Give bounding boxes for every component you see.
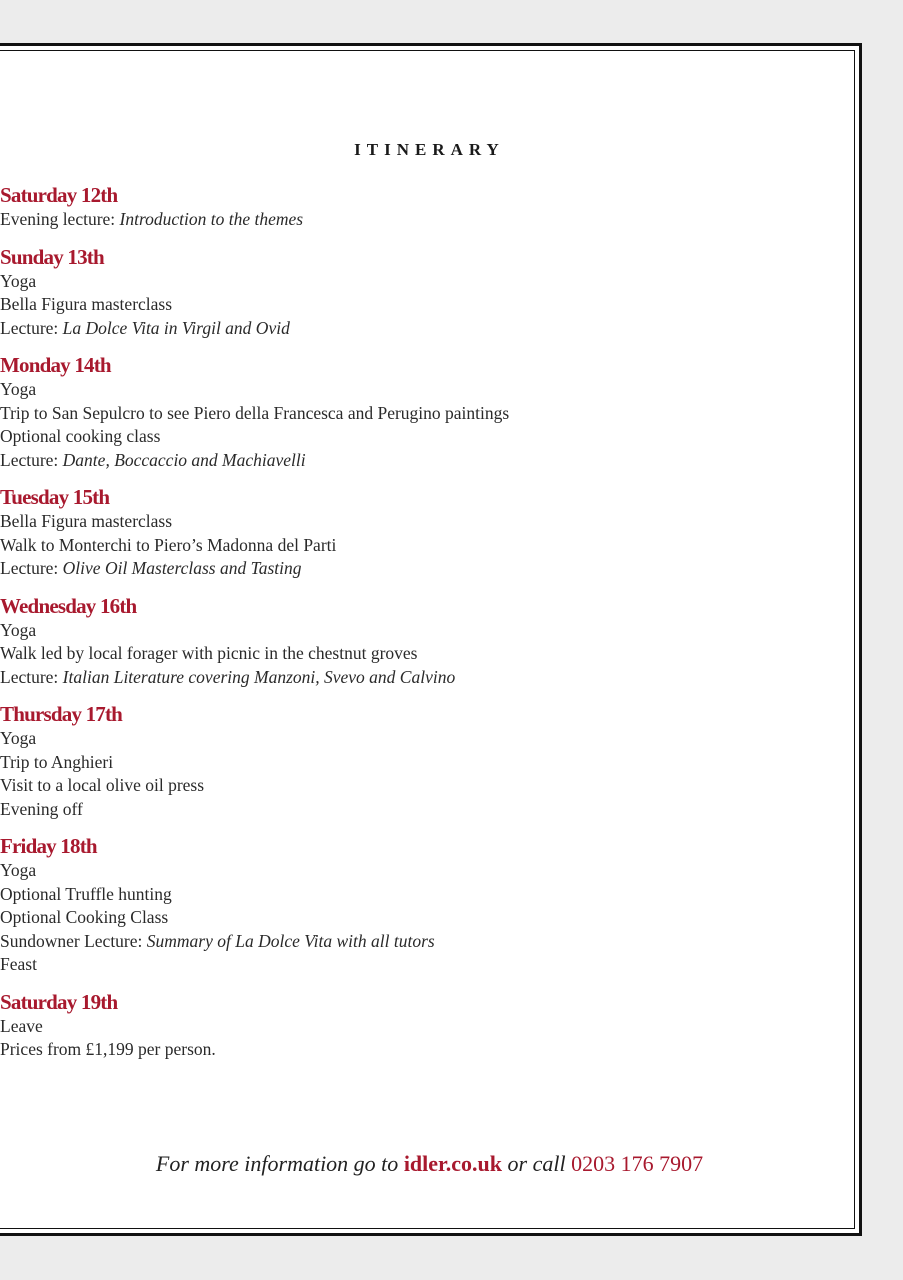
schedule-item [0,883,859,907]
schedule-item [0,798,859,822]
schedule-item [0,270,859,294]
schedule-item-text: Optional cooking class [0,426,161,446]
schedule-item-text: Bella Figura masterclass [0,511,173,531]
schedule-item [0,208,859,232]
schedule-item [0,425,859,449]
schedule-item-text: Yoga [0,860,37,880]
schedule-item [0,727,859,751]
itinerary-page [0,43,862,1236]
schedule-item [0,557,859,581]
day-heading: Friday 18th [0,834,97,858]
footer-text-1: For more information go to [155,1151,404,1176]
day-section [0,989,859,1062]
schedule-item [0,534,859,558]
day-heading: Wednesday 16th [0,593,137,618]
schedule-item [0,1038,859,1062]
day-section [0,833,859,977]
day-heading: Tuesday 15th [0,485,110,509]
schedule-item [0,510,859,534]
schedule-item [0,666,859,690]
schedule-item [0,449,859,473]
schedule-item-title: Italian Literature covering Manzoni, Svevo and Calvino [62,666,456,687]
day-heading: Sunday 13th [0,244,104,269]
schedule-item-text: Lecture: [0,666,63,687]
schedule-item-text: Walk to Monterchi to Piero’s Madonna del Parti [0,534,337,555]
schedule-item [0,293,859,317]
footer-contact [0,1151,859,1177]
day-section [0,244,859,341]
schedule-item-text: Prices from £1,199 per person. [0,1039,216,1059]
schedule-item-text: Bella Figura masterclass [0,294,173,314]
schedule-item-title: Summary of La Dolce Vita with all tutors [146,930,435,951]
schedule-item [0,619,859,643]
schedule-item-text: Walk led by local forager with picnic in the chestnut groves [0,643,418,663]
schedule-item-title: La Dolce Vita in Virgil and Ovid [62,317,290,338]
schedule-item-text: Trip to San Sepulcro to see Piero della Francesca and Perugino paintings [0,402,510,423]
schedule-item-text: Leave [0,1015,43,1036]
schedule-item-title: Olive Oil Masterclass and Tasting [62,558,302,578]
day-section [0,352,859,472]
schedule-item-text: Optional Truffle hunting [0,883,172,904]
schedule-item-text: Trip to Anghieri [0,751,114,772]
day-section [0,593,859,690]
schedule-item-text: Lecture: [0,449,63,470]
schedule-item-text: Lecture: [0,558,63,578]
schedule-item-text: Visit to a local olive oil press [0,775,205,795]
schedule-item [0,930,859,954]
footer-text-2: or call [502,1151,572,1176]
schedule-item [0,906,859,930]
website-link[interactable]: idler.co.uk [403,1151,503,1176]
schedule-item-text: Yoga [0,379,37,399]
schedule-item-title: Dante, Boccaccio and Machiavelli [62,449,306,470]
phone-number[interactable]: 0203 176 7907 [571,1151,704,1176]
day-heading: Saturday 12th [0,183,118,207]
schedule-item-text: Evening lecture: [0,209,120,229]
schedule-item-text: Optional Cooking Class [0,907,169,927]
schedule-item-text: Sundowner Lecture: [0,930,147,951]
page-title: ITINERARY [354,140,505,159]
day-heading: Monday 14th [0,353,111,377]
schedule-item-text: Yoga [0,619,37,640]
schedule-item [0,774,859,798]
schedule-item-text: Yoga [0,270,37,291]
schedule-item [0,953,859,977]
day-section [0,701,859,821]
schedule-item [0,378,859,402]
itinerary-days [0,182,859,1074]
schedule-item [0,642,859,666]
schedule-item [0,751,859,775]
day-heading: Thursday 17th [0,702,123,726]
schedule-item-title: Introduction to the themes [119,209,304,229]
schedule-item [0,402,859,426]
schedule-item [0,1015,859,1039]
schedule-item [0,317,859,341]
schedule-item-text: Lecture: [0,317,63,338]
schedule-item-text: Evening off [0,798,83,819]
schedule-item-text: Feast [0,954,37,974]
schedule-item-text: Yoga [0,728,37,748]
day-heading: Saturday 19th [0,989,118,1014]
schedule-item [0,859,859,883]
day-section [0,182,859,232]
day-section [0,484,859,581]
